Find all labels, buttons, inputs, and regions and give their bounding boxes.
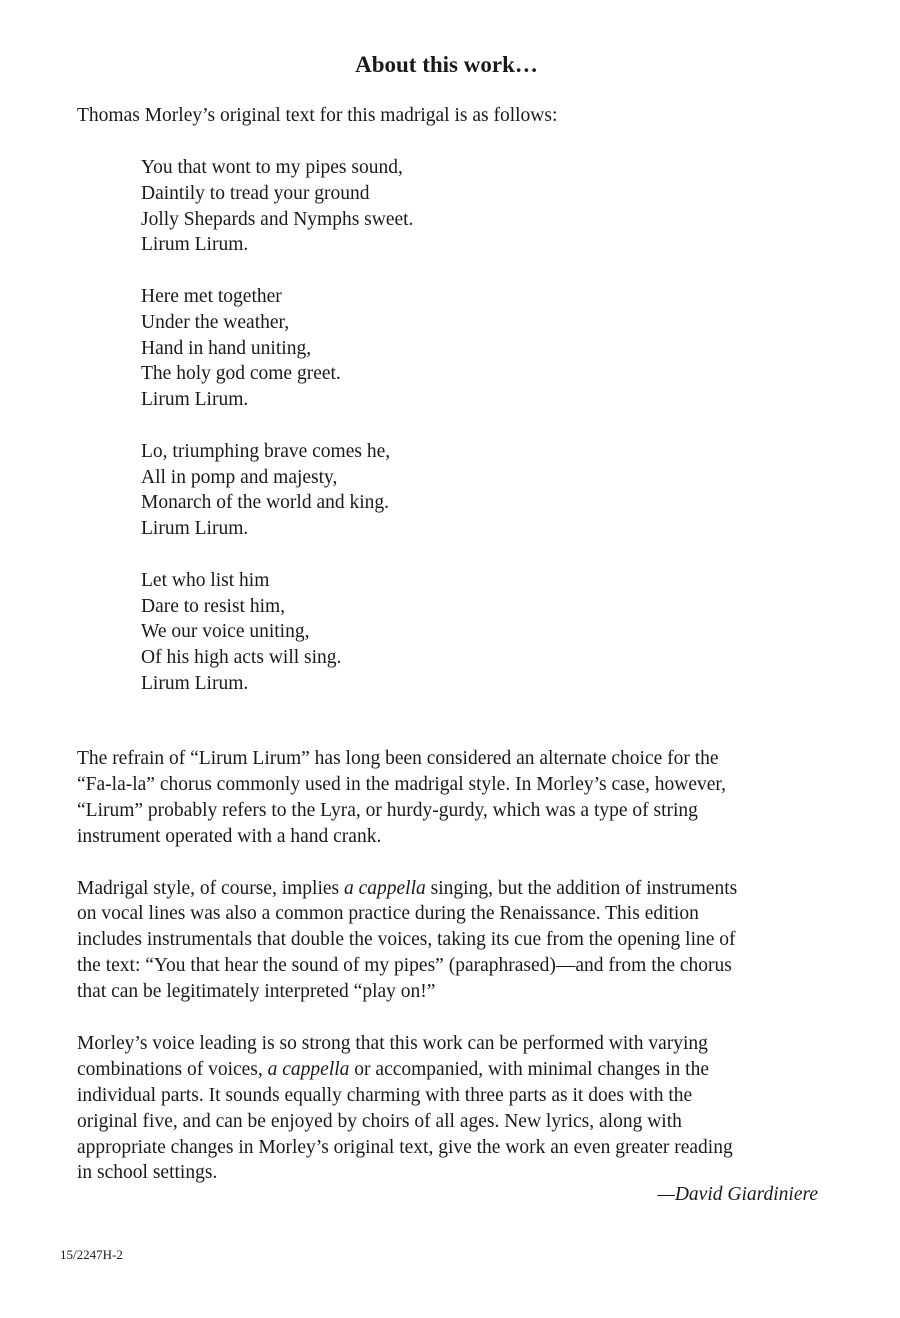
poem-stanza-2 (141, 284, 413, 413)
text-run: combinations of voices, (77, 1058, 268, 1080)
paragraph-line: original five, and can be enjoyed by choirs of all ages. New lyrics, along with (77, 1110, 682, 1132)
paragraph-line: Morley’s voice leading is so strong that this work can be performed with varying (77, 1032, 708, 1054)
paragraph-line: in school settings. (77, 1162, 218, 1184)
poem-stanza-1 (141, 155, 413, 258)
paragraph-line: “Lirum” probably refers to the Lyra, or hurdy-gurdy, which was a type of string (77, 799, 698, 821)
italic-term: a cappella (267, 1058, 350, 1080)
paragraph-line: that can be legitimately interpreted “play on!” (77, 981, 436, 1003)
paragraph-line: on vocal lines was also a common practice during the Renaissance. This edition (77, 903, 699, 925)
poem-line: Lirum Lirum. (141, 518, 249, 540)
poem-line: Lirum Lirum. (141, 234, 249, 256)
poem-line: The holy god come greet. (141, 363, 341, 385)
poem-line: Here met together (141, 285, 282, 307)
text-run: Madrigal style, of course, implies (77, 877, 344, 899)
commentary (77, 746, 817, 1212)
paragraph-line: appropriate changes in Morley’s original text, give the work an even greater reading (77, 1136, 733, 1158)
poem-line: We our voice uniting, (141, 621, 310, 643)
text-run: or accompanied, with minimal changes in the (349, 1058, 709, 1080)
paragraph-line (77, 876, 817, 902)
paragraph-line: “Fa-la-la” chorus commonly used in the madrigal style. In Morley’s case, however, (77, 773, 727, 795)
poem-line: All in pomp and majesty, (141, 466, 338, 488)
poem-stanza-3 (141, 439, 413, 542)
paragraph-line: The refrain of “Lirum Lirum” has long been considered an alternate choice for the (77, 748, 719, 769)
paragraph-line: the text: “You that hear the sound of my pipes” (paraphrased)—and from the chorus (77, 955, 732, 977)
paragraph-line (77, 1057, 817, 1083)
poem-line: Lirum Lirum. (141, 389, 249, 411)
paragraph-line: instrument operated with a hand crank. (77, 825, 382, 847)
poem-line: Of his high acts will sing. (141, 647, 342, 669)
text-run: singing, but the addition of instruments (425, 877, 738, 899)
poem-line: Daintily to tread your ground (141, 182, 370, 204)
italic-term: a cappella (343, 877, 426, 899)
poem-line: Monarch of the world and king. (141, 492, 390, 514)
paragraph-line: includes instrumentals that double the voices, taking its cue from the opening line of (77, 929, 736, 951)
poem-stanza-4 (141, 568, 413, 697)
page-title: About this work… (355, 52, 538, 77)
poem-line: Lirum Lirum. (141, 672, 249, 694)
poem (141, 155, 413, 723)
catalog-code: 15/2247H-2 (60, 1247, 123, 1262)
poem-line: Under the weather, (141, 311, 290, 333)
poem-line: Hand in hand uniting, (141, 337, 312, 359)
author-signature: —David Giardiniere (657, 1184, 818, 1205)
intro-text: Thomas Morley’s original text for this madrigal is as follows: (77, 105, 558, 126)
paragraph-refrain (77, 746, 817, 850)
paragraph-madrigal-style (77, 876, 817, 1006)
poem-line: Jolly Shepards and Nymphs sweet. (141, 208, 414, 230)
poem-line: You that wont to my pipes sound, (141, 157, 403, 178)
poem-line: Lo, triumphing brave comes he, (141, 440, 391, 462)
poem-line: Let who list him (141, 569, 270, 591)
poem-line: Dare to resist him, (141, 595, 286, 617)
paragraph-line: individual parts. It sounds equally charming with three parts as it does with the (77, 1084, 693, 1106)
paragraph-voice-leading (77, 1031, 817, 1186)
